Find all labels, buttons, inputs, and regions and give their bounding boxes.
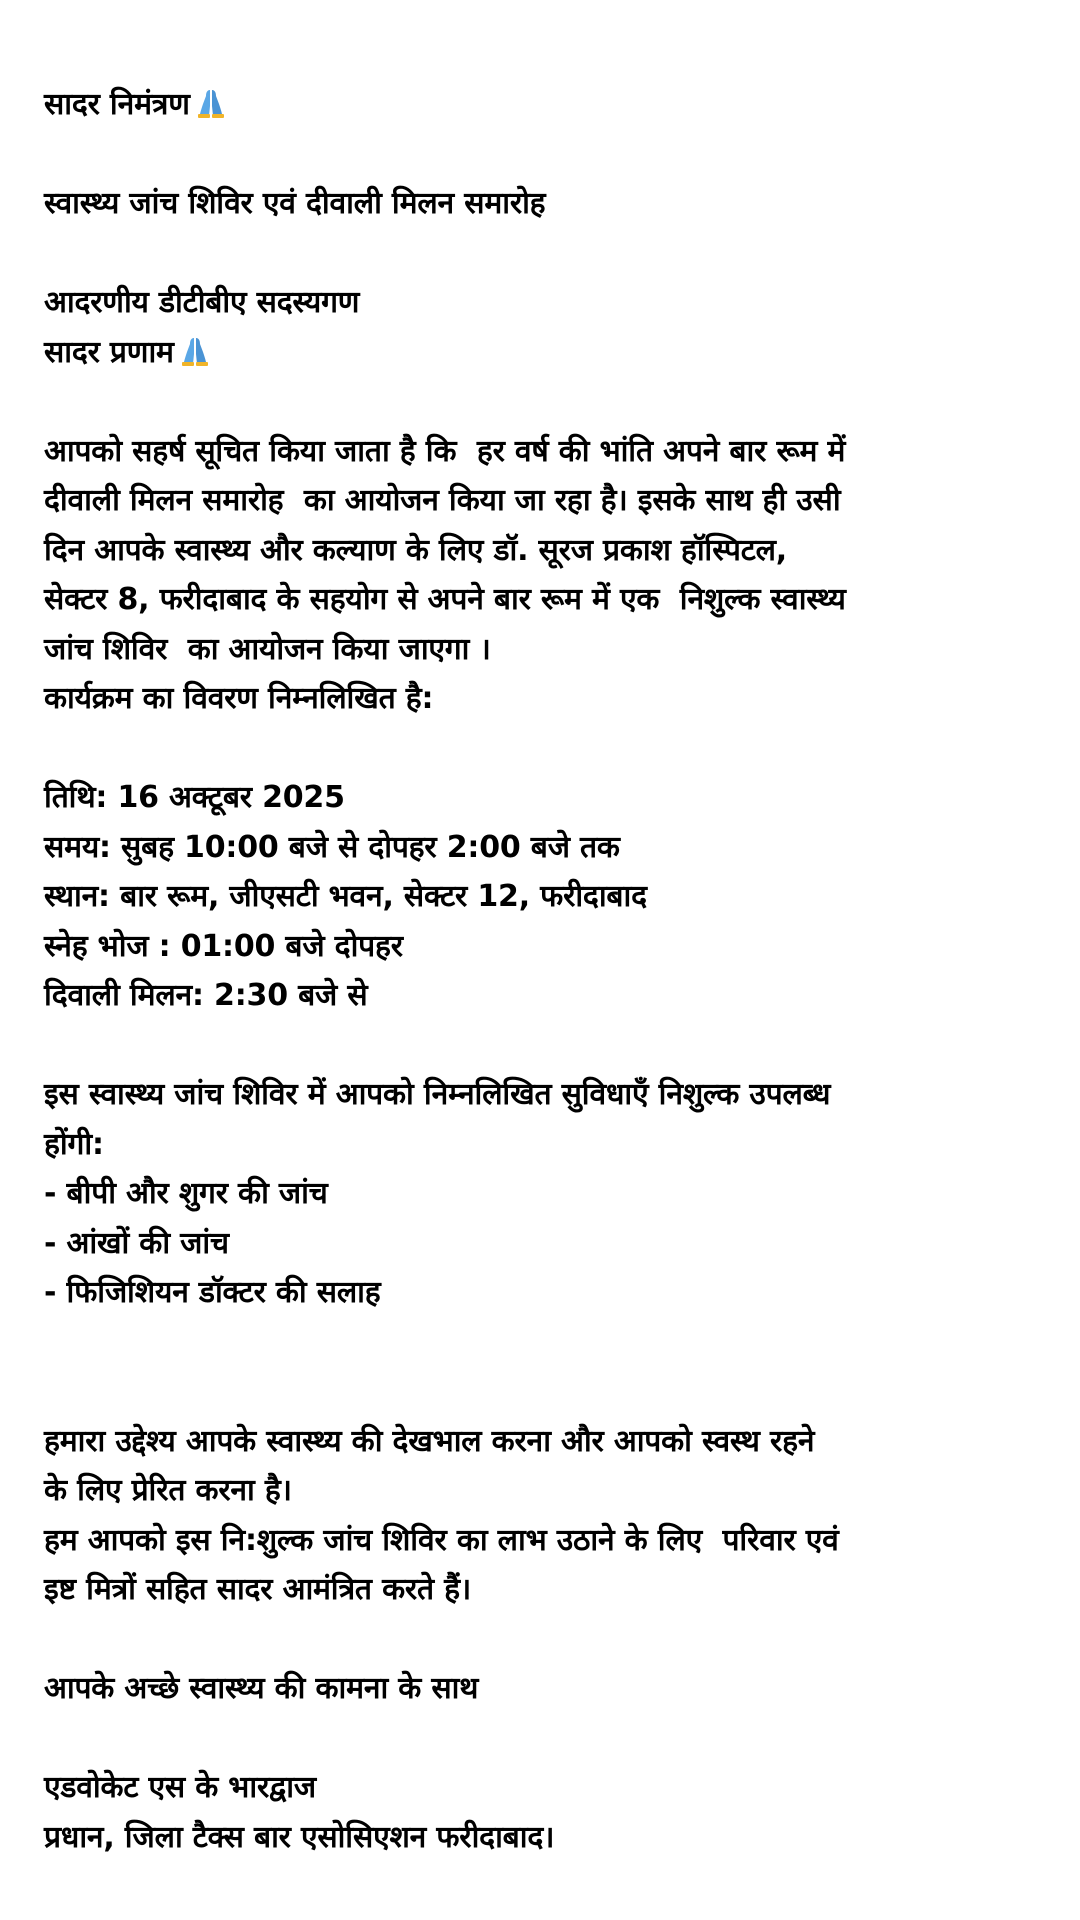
salutation: आदरणीय डीटीबीए सदस्यगण (44, 285, 360, 320)
signatory-title: प्रधान, जिला टैक्स बार एसोसिएशन फरीदाबाद। (44, 1819, 555, 1855)
invitation-heading: सादर निमंत्रण (44, 80, 1054, 130)
wishes-line: आपके अच्छे स्वास्थ्य की कामना के साथ (44, 1671, 479, 1706)
purpose-line: हम आपको इस नि:शुल्क जांच शिविर का लाभ उठाने के लिए परिवार एवं (44, 1522, 839, 1558)
facilities-intro-line: इस स्वास्थ्य जांच शिविर में आपको निम्नलिखित सुविधाएँ निशुल्क उपलब्ध (44, 1077, 831, 1112)
folded-hands-icon (194, 86, 228, 120)
intro-line: कार्यक्रम का विवरण निम्नलिखित है: (44, 681, 434, 716)
intro-paragraph (44, 427, 1054, 724)
purpose-line: के लिए प्रेरित करना है। (44, 1473, 292, 1508)
invitation-message (44, 80, 1054, 1862)
facilities-section (44, 1070, 1054, 1318)
intro-line: जांच शिविर का आयोजन किया जाएगा । (44, 631, 491, 667)
event-time: समय: सुबह 10:00 बजे से दोपहर 2:00 बजे तक (44, 829, 620, 865)
event-diwali-milan: दिवाली मिलन: 2:30 बजे से (44, 978, 368, 1013)
facilities-intro-line: होंगी: (44, 1126, 104, 1162)
facility-item: - बीपी और शुगर की जांच (44, 1176, 328, 1211)
event-title: स्वास्थ्य जांच शिविर एवं दीवाली मिलन समारोह (44, 186, 546, 221)
facility-item: - आंखों की जांच (44, 1225, 229, 1261)
intro-line: दीवाली मिलन समारोह का आयोजन किया जा रहा है। इसके साथ ही उसी (44, 483, 841, 518)
greeting: सादर प्रणाम (44, 328, 1054, 378)
intro-line: सेक्टर 8, फरीदाबाद के सहयोग से अपने बार रूम में एक निशुल्क स्वास्थ्य (44, 582, 846, 617)
intro-line: आपको सहर्ष सूचित किया जाता है कि हर वर्ष की भांति अपने बार रूम में (44, 433, 846, 469)
event-venue: स्थान: बार रूम, जीएसटी भवन, सेक्टर 12, फरीदाबाद (44, 879, 647, 914)
event-date: तिथि: 16 अक्टूबर 2025 (44, 780, 345, 815)
event-details (44, 773, 1054, 1021)
purpose-line: हमारा उद्देश्य आपके स्वास्थ्य की देखभाल करना और आपको स्वस्थ रहने (44, 1423, 815, 1459)
purpose-paragraph (44, 1417, 1054, 1615)
facility-item: - फिजिशियन डॉक्टर की सलाह (44, 1275, 381, 1310)
purpose-line: इष्ट मित्रों सहित सादर आमंत्रित करते हैं। (44, 1572, 472, 1607)
signatory-name: एडवोकेट एस के भारद्वाज (44, 1770, 316, 1805)
event-lunch: स्नेह भोज : 01:00 बजे दोपहर (44, 928, 403, 964)
intro-line: दिन आपके स्वास्थ्य और कल्याण के लिए डॉ. सूरज प्रकाश हॉस्पिटल, (44, 532, 787, 568)
folded-hands-icon (178, 334, 212, 368)
